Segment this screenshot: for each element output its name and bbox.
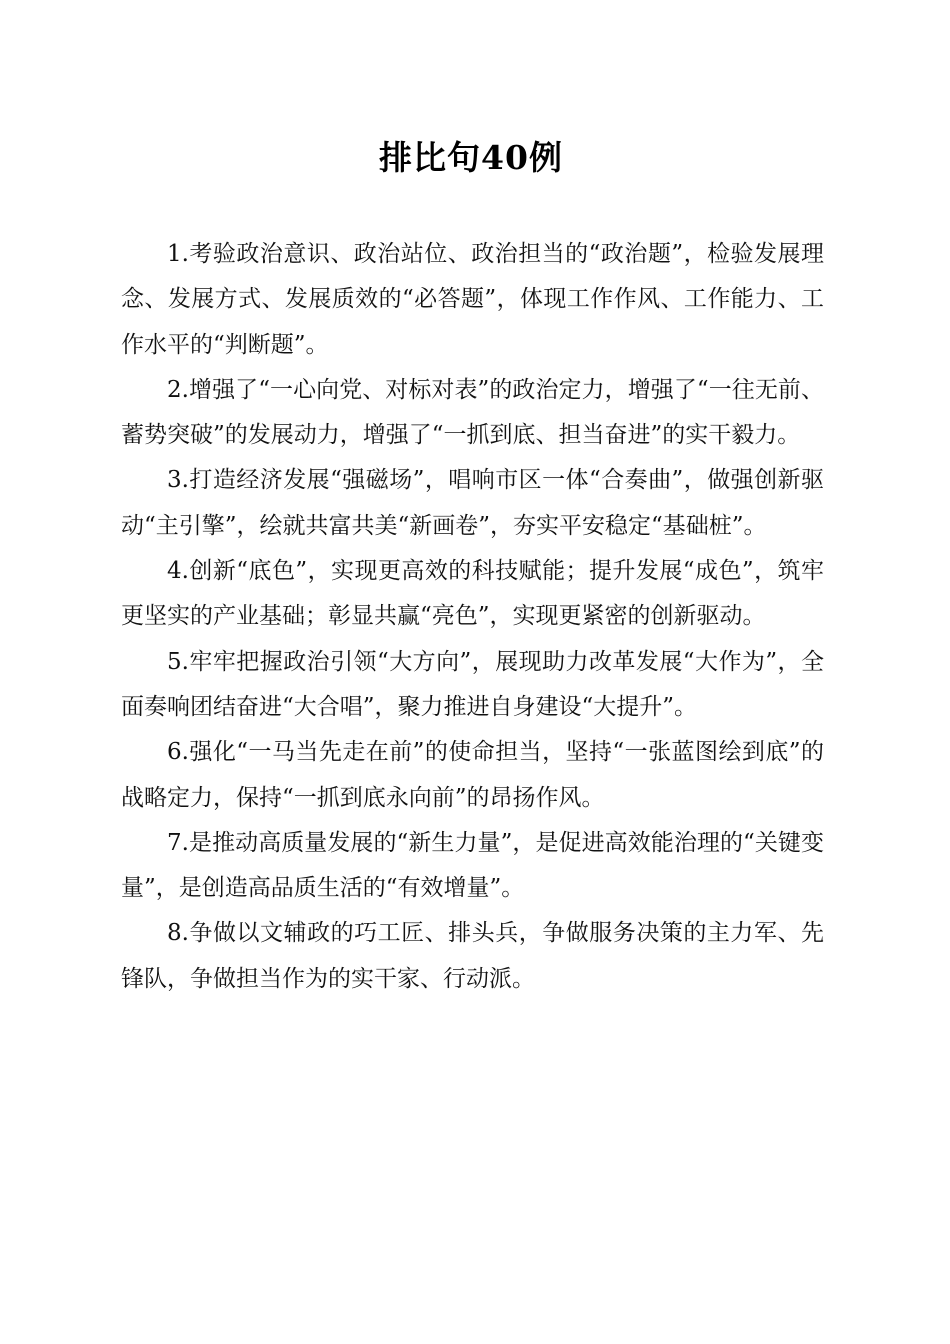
paragraph-item-7: 7.是推动高质量发展的“新生力量”，是促进高效能治理的“关键变量”，是创造高品质生活的“有效增量”。 — [121, 829, 824, 902]
paragraph-item-6: 6.强化“一马当先走在前”的使命担当，坚持“一张蓝图绘到底”的战略定力，保持“一抓到底永向前”的昂扬作风。 — [121, 739, 824, 811]
paragraph-item-4: 4.创新“底色”，实现更高效的科技赋能；提升发展“成色”，筑牢更坚实的产业基础；彰显共赢“亮色”，实现更紧密的创新驱动。 — [121, 558, 824, 630]
paragraph-item-1: 1.考验政治意识、政治站位、政治担当的“政治题”，检验发展理念、发展方式、发展质效的“必答题”，体现工作作风、工作能力、工作水平的“判断题”。 — [121, 241, 824, 358]
paragraph-item-5: 5.牢牢把握政治引领“大方向”，展现助力改革发展“大作为”，全面奏响团结奋进“大合唱”，聚力推进自身建设“大提升”。 — [121, 648, 824, 720]
document-body — [121, 232, 824, 1002]
paragraph-item-8: 8.争做以文辅政的巧工匠、排头兵，争做服务决策的主力军、先锋队，争做担当作为的实干家、行动派。 — [121, 920, 824, 992]
paragraph-item-3: 3.打造经济发展“强磁场”，唱响市区一体“合奏曲”，做强创新驱动“主引擎”，绘就共富共美“新画卷”，夯实平安稳定“基础桩”。 — [121, 467, 824, 539]
document-title: 排比句40例 — [379, 138, 563, 177]
paragraph-item-2: 2.增强了“一心向党、对标对表”的政治定力，增强了“一往无前、蓄势突破”的发展动力，增强了“一抓到底、担当奋进”的实干毅力。 — [121, 376, 824, 449]
